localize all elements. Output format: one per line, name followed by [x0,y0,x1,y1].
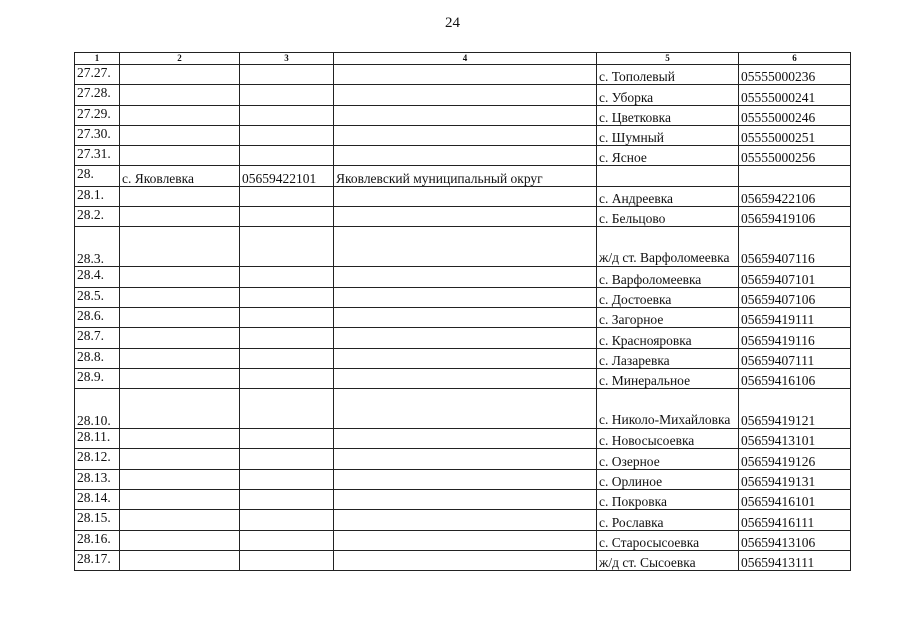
locality-code-cell: 05659407111 [739,348,851,368]
locality-name-cell: с. Загорное [597,307,739,327]
settlement-name-cell [120,469,240,489]
table-row [75,287,851,307]
municipality-name-cell [334,125,597,145]
oktmo-code-cell [240,207,334,227]
municipality-name-cell [334,510,597,530]
locality-name-cell: с. Достоевка [597,287,739,307]
oktmo-code-cell [240,368,334,388]
oktmo-code-cell [240,227,334,267]
locality-code-cell: 05659419121 [739,389,851,429]
municipality-name-cell [334,348,597,368]
municipality-name-cell [334,449,597,469]
settlement-name-cell [120,105,240,125]
table-header-row [75,53,851,65]
row-number-cell: 28.17. [75,550,120,570]
table-row [75,65,851,85]
table-body [75,65,851,571]
locality-name-cell: с. Орлиное [597,469,739,489]
oktmo-code-cell [240,267,334,287]
table-row [75,227,851,267]
row-number-cell: 28.3. [75,227,120,267]
table-row [75,85,851,105]
row-number-cell: 28.14. [75,490,120,510]
oktmo-code-cell [240,287,334,307]
oktmo-code-cell [240,429,334,449]
oktmo-code-cell [240,328,334,348]
oktmo-code-cell [240,307,334,327]
row-number-cell: 27.30. [75,125,120,145]
oktmo-code-cell [240,85,334,105]
table-row [75,105,851,125]
locality-name-cell: с. Цветковка [597,105,739,125]
settlement-name-cell [120,146,240,166]
settlement-name-cell [120,328,240,348]
table-row [75,207,851,227]
oktmo-code-cell [240,449,334,469]
locality-name-cell: с. Бельцово [597,207,739,227]
oktmo-code-cell [240,510,334,530]
municipality-name-cell [334,307,597,327]
settlement-name-cell [120,490,240,510]
settlement-name-cell [120,429,240,449]
table-row [75,125,851,145]
locality-name-cell: с. Старосысоевка [597,530,739,550]
municipality-name-cell [334,207,597,227]
oktmo-code-cell [240,105,334,125]
table-row [75,368,851,388]
locality-code-cell: 05659422106 [739,186,851,206]
oktmo-code-cell [240,146,334,166]
locality-name-cell: с. Андреевка [597,186,739,206]
row-number-cell: 28.16. [75,530,120,550]
oktmo-code-cell [240,186,334,206]
row-number-cell: 27.27. [75,65,120,85]
settlement-name-cell [120,550,240,570]
locality-code-cell: 05659413106 [739,530,851,550]
municipality-name-cell: Яковлевский муниципальный округ [334,166,597,186]
locality-name-cell: с. Николо-Михайловка [597,389,739,429]
settlement-name-cell [120,125,240,145]
locality-name-cell: с. Новосысоевка [597,429,739,449]
settlement-name-cell [120,207,240,227]
oktmo-code-cell [240,125,334,145]
settlement-name-cell [120,267,240,287]
column-header-2: 2 [120,53,240,65]
locality-code-cell: 05659413101 [739,429,851,449]
municipality-name-cell [334,469,597,489]
settlement-name-cell [120,186,240,206]
table-row [75,550,851,570]
oktmo-code-cell [240,348,334,368]
municipality-name-cell [334,550,597,570]
locality-name-cell: с. Уборка [597,85,739,105]
settlement-name-cell [120,85,240,105]
municipality-name-cell [334,389,597,429]
municipality-name-cell [334,85,597,105]
locality-code-cell: 05659416101 [739,490,851,510]
oktmo-code-cell [240,550,334,570]
municipality-name-cell [334,368,597,388]
locality-code-cell: 05659419126 [739,449,851,469]
locality-name-cell: ж/д ст. Варфоломеевка [597,227,739,267]
table-row [75,490,851,510]
locality-code-cell: 05659416111 [739,510,851,530]
row-number-cell: 28.7. [75,328,120,348]
locality-name-cell: с. Покровка [597,490,739,510]
column-header-6: 6 [739,53,851,65]
locality-name-cell: с. Лазаревка [597,348,739,368]
row-number-cell: 28.5. [75,287,120,307]
municipality-name-cell [334,186,597,206]
settlement-name-cell [120,389,240,429]
locality-code-cell: 05555000241 [739,85,851,105]
oktmo-code-cell [240,65,334,85]
settlement-name-cell [120,227,240,267]
locality-code-cell: 05555000256 [739,146,851,166]
oktmo-code-cell [240,469,334,489]
table-row [75,146,851,166]
settlement-name-cell [120,307,240,327]
oktmo-code-cell [240,530,334,550]
table-row [75,166,851,186]
row-number-cell: 28. [75,166,120,186]
row-number-cell: 28.1. [75,186,120,206]
locality-name-cell: с. Варфоломеевка [597,267,739,287]
locality-code-cell: 05659413111 [739,550,851,570]
table-row [75,510,851,530]
municipality-name-cell [334,287,597,307]
locality-code-cell: 05555000236 [739,65,851,85]
row-number-cell: 28.4. [75,267,120,287]
settlement-name-cell [120,348,240,368]
municipality-name-cell [334,227,597,267]
municipality-name-cell [334,328,597,348]
municipality-name-cell [334,490,597,510]
table-row [75,449,851,469]
settlement-name-cell [120,287,240,307]
row-number-cell: 28.6. [75,307,120,327]
settlement-name-cell [120,510,240,530]
locality-code-cell: 05659419111 [739,307,851,327]
row-number-cell: 28.11. [75,429,120,449]
municipality-name-cell [334,146,597,166]
locality-code-cell: 05659407101 [739,267,851,287]
settlement-name-cell [120,368,240,388]
table-row [75,389,851,429]
settlement-name-cell [120,530,240,550]
row-number-cell: 28.12. [75,449,120,469]
locality-name-cell: с. Ясное [597,146,739,166]
table-row [75,186,851,206]
row-number-cell: 27.31. [75,146,120,166]
locality-name-cell: с. Озерное [597,449,739,469]
row-number-cell: 28.2. [75,207,120,227]
row-number-cell: 28.8. [75,348,120,368]
oktmo-code-cell [240,490,334,510]
table-row [75,267,851,287]
locality-name-cell: с. Краснояровка [597,328,739,348]
municipality-name-cell [334,65,597,85]
table-row [75,348,851,368]
row-number-cell: 28.15. [75,510,120,530]
locality-name-cell: с. Минеральное [597,368,739,388]
page-number: 24 [445,15,460,31]
locality-code-cell: 05659416106 [739,368,851,388]
locality-code-cell: 05555000246 [739,105,851,125]
locality-name-cell: с. Рославка [597,510,739,530]
column-header-1: 1 [75,53,120,65]
oktmo-code-cell [240,389,334,429]
column-header-5: 5 [597,53,739,65]
locality-code-cell: 05659419116 [739,328,851,348]
locality-name-cell [597,166,739,186]
municipality-name-cell [334,267,597,287]
settlement-name-cell: с. Яковлевка [120,166,240,186]
row-number-cell: 27.28. [75,85,120,105]
locality-code-cell [739,166,851,186]
locality-name-cell: с. Шумный [597,125,739,145]
oktmo-code-cell: 05659422101 [240,166,334,186]
locality-code-cell: 05659419106 [739,207,851,227]
row-number-cell: 28.13. [75,469,120,489]
municipality-name-cell [334,429,597,449]
municipality-name-cell [334,530,597,550]
settlement-name-cell [120,65,240,85]
locality-code-cell: 05555000251 [739,125,851,145]
column-header-4: 4 [334,53,597,65]
settlement-name-cell [120,449,240,469]
locality-code-cell: 05659419131 [739,469,851,489]
row-number-cell: 28.10. [75,389,120,429]
locality-name-cell: ж/д ст. Сысоевка [597,550,739,570]
table-row [75,307,851,327]
row-number-cell: 27.29. [75,105,120,125]
table-row [75,429,851,449]
table-row [75,328,851,348]
row-number-cell: 28.9. [75,368,120,388]
locality-code-cell: 05659407106 [739,287,851,307]
locality-code-cell: 05659407116 [739,227,851,267]
municipality-name-cell [334,105,597,125]
column-header-3: 3 [240,53,334,65]
settlements-table [74,52,851,571]
locality-name-cell: с. Тополевый [597,65,739,85]
table-row [75,530,851,550]
table-row [75,469,851,489]
